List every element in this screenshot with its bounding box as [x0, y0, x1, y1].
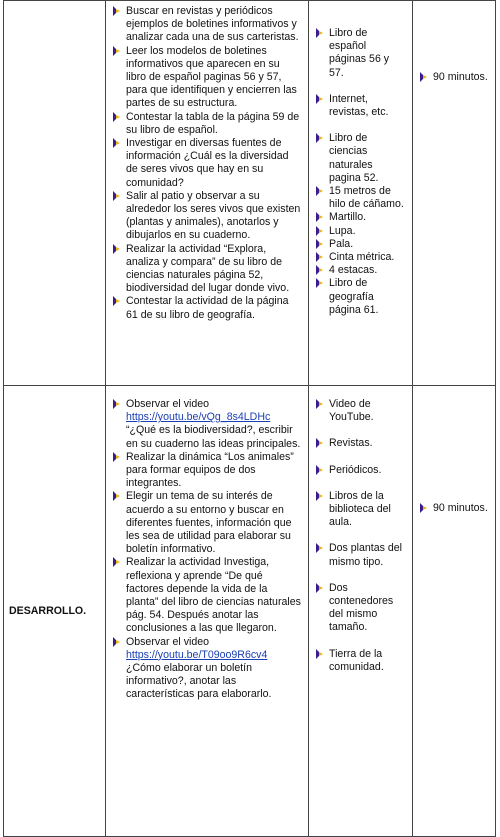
list-item: [309, 490, 406, 530]
item-text: Libro de español páginas 56 y 57.: [329, 27, 390, 79]
item-text: Libro de geografía página 61.: [329, 277, 379, 316]
list-item: [106, 295, 302, 321]
pushpin-bullet-icon: [419, 72, 427, 82]
list-item: [106, 5, 302, 45]
item-text: Libro de ciencias naturales pagina 52.: [329, 132, 379, 184]
item-text: Buscar en revistas y periódicos ejemplos de boletines informativos y analizar cada una de sus carteristas.: [126, 5, 299, 44]
pushpin-bullet-icon: [112, 191, 120, 201]
item-text: Salir al patio y observar a su alrededor los seres vivos que existen (plantas y animales), anotarlos y dibujarlos en su cuaderno.: [126, 189, 301, 242]
list-item: [106, 556, 302, 635]
item-text: Pala.: [329, 237, 354, 250]
item-text: Realizar la dinámica “Los animales” para formar equipos de dos integrantes.: [126, 450, 294, 490]
pushpin-bullet-icon: [315, 28, 323, 38]
item-text: Investigar en diversas fuentes de información ¿Cuál es la diversidad de seres vivos que hay en su comunidad?: [126, 137, 289, 189]
pushpin-bullet-icon: [315, 583, 323, 593]
pushpin-bullet-icon: [315, 649, 323, 659]
pushpin-bullet-icon: [315, 186, 323, 196]
time-label: 90 minutos.: [433, 71, 488, 83]
list-item: [106, 190, 302, 243]
pushpin-bullet-icon: [315, 212, 323, 222]
pushpin-bullet-icon: [112, 112, 120, 122]
time-label: 90 minutos.: [433, 502, 488, 514]
table-row: [4, 386, 496, 837]
pushpin-bullet-icon: [112, 6, 120, 16]
pushpin-bullet-icon: [315, 252, 323, 262]
resources-cell: [309, 1, 413, 386]
item-text: Leer los modelos de boletines informativos que aparecen en su libro de español paginas 56 y 57, para que identifiquen y encierren las partes de su estructura.: [126, 44, 297, 110]
list-item: [106, 398, 302, 451]
pushpin-bullet-icon: [112, 244, 120, 254]
time-cell: [413, 386, 496, 837]
item-text: 15 metros de hilo de cáñamo.: [329, 185, 404, 211]
pushpin-bullet-icon: [112, 637, 120, 647]
item-text: 4 estacas.: [329, 264, 378, 277]
pushpin-bullet-icon: [112, 491, 120, 501]
list-item: [309, 225, 406, 238]
pushpin-bullet-icon: [315, 491, 323, 501]
item-text: Realizar la actividad “Explora, analiza y compara” de su libro de ciencias naturales página 52, biodiversidad del lugar donde vivo.: [126, 242, 290, 295]
stage-cell: [4, 1, 106, 386]
pushpin-bullet-icon: [315, 438, 323, 448]
list-item: [309, 132, 406, 185]
pushpin-bullet-icon: [112, 399, 120, 409]
list-item: [309, 185, 406, 211]
item-text: Dos contenedores del mismo tamaño.: [329, 581, 394, 634]
list-item: [106, 137, 302, 190]
pushpin-bullet-icon: [315, 278, 323, 288]
list-item: [413, 71, 491, 84]
item-text: Internet, revistas, etc.: [329, 92, 389, 119]
pushpin-bullet-icon: [315, 94, 323, 104]
item-text: Elegir un tema de su interés de acuerdo a su entorno y buscar en diferentes fuentes, información que les sea de utilidad para elaborar su boletín informativo.: [126, 490, 292, 556]
item-text: Libros de la biblioteca del aula.: [329, 489, 391, 529]
list-item: [106, 45, 302, 111]
item-text: Periódicos.: [329, 463, 382, 476]
list-item: [309, 542, 406, 568]
list-item: [309, 437, 406, 450]
pushpin-bullet-icon: [315, 133, 323, 143]
pushpin-bullet-icon: [112, 557, 120, 567]
list-item: [309, 398, 406, 424]
pushpin-bullet-icon: [112, 138, 120, 148]
activities-cell: [106, 386, 309, 837]
item-text: Cinta métrica.: [329, 251, 395, 264]
list-item: [309, 251, 406, 264]
item-text: Dos plantas del mismo tipo.: [329, 542, 403, 568]
item-text: Observar el video: [126, 635, 210, 648]
item-text: Video de YouTube.: [329, 398, 374, 424]
video-link[interactable]: https://youtu.be/vQg_8s4LDHc: [126, 411, 271, 424]
list-item: [106, 111, 302, 137]
list-item: [106, 490, 302, 556]
list-item: [309, 238, 406, 251]
lesson-plan-table: [3, 0, 496, 837]
pushpin-bullet-icon: [315, 465, 323, 475]
list-item: [106, 636, 302, 702]
list-item: [309, 27, 406, 80]
list-item: [309, 211, 406, 224]
item-text: Observar el video: [126, 398, 210, 410]
list-item: [309, 582, 406, 635]
item-text: Contestar la actividad de la página 61 de su libro de geografía.: [126, 295, 289, 321]
pushpin-bullet-icon: [419, 503, 427, 513]
pushpin-bullet-icon: [315, 226, 323, 236]
list-item: [413, 502, 491, 515]
activities-cell: [106, 1, 309, 386]
pushpin-bullet-icon: [112, 46, 120, 56]
pushpin-bullet-icon: [315, 239, 323, 249]
item-text: Contestar la tabla de la página 59 de su libro de español.: [126, 110, 300, 136]
item-text: Realizar la actividad Investiga, reflexiona y aprende “De qué factores depende la vida de la planta” del libro de ciencias naturales pág. 54. Después anotar las conclusiones a las que llegaron.: [126, 556, 301, 635]
time-cell: [413, 1, 496, 386]
stage-cell: DESARROLLO.: [4, 386, 106, 837]
list-item: [309, 93, 406, 119]
pushpin-bullet-icon: [112, 452, 120, 462]
pushpin-bullet-icon: [112, 296, 120, 306]
list-item: [309, 464, 406, 477]
pushpin-bullet-icon: [315, 543, 323, 553]
list-item: [309, 648, 406, 674]
item-text: Tierra de la comunidad.: [329, 647, 384, 673]
list-item: [106, 243, 302, 296]
item-text: Revistas.: [329, 437, 373, 450]
pushpin-bullet-icon: [315, 265, 323, 275]
item-text: ¿Cómo elaborar un boletín informativo?, anotar las características para elaborarlo.: [126, 662, 272, 701]
list-item: [309, 264, 406, 277]
video-link[interactable]: https://youtu.be/T09oo9R6cv4: [126, 648, 268, 661]
list-item: [106, 451, 302, 491]
list-item: [309, 277, 406, 317]
item-text: Martillo.: [329, 211, 367, 224]
resources-cell: [309, 386, 413, 837]
item-text: Lupa.: [329, 224, 356, 237]
item-text: “¿Qué es la biodiversidad?, escribir en su cuaderno las ideas principales.: [126, 424, 301, 450]
pushpin-bullet-icon: [315, 399, 323, 409]
table-row: [4, 1, 496, 386]
